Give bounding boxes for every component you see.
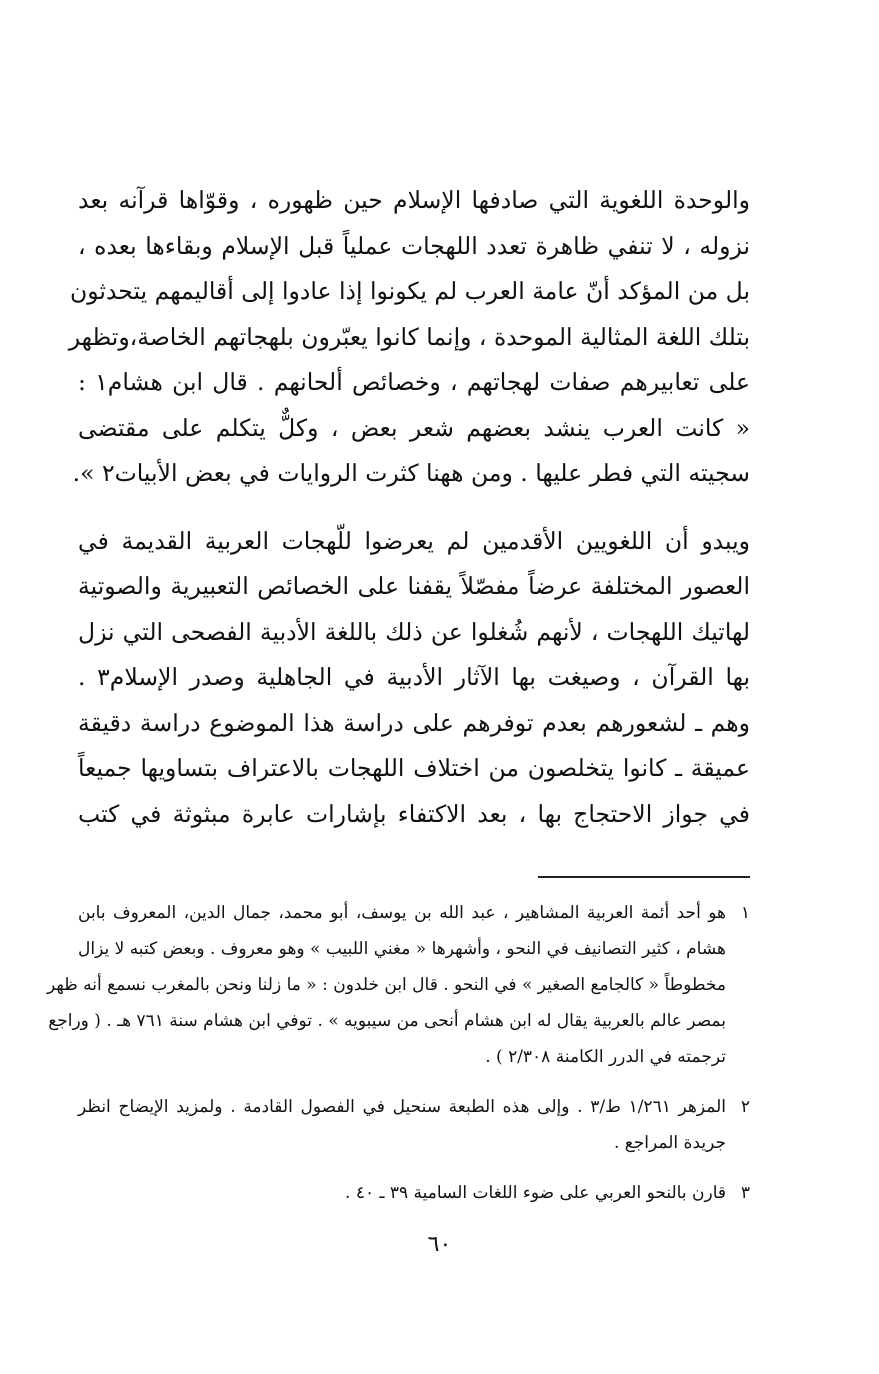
footnote-text: [78, 1089, 726, 1161]
footnote-text: [78, 1175, 726, 1211]
footnote-line: هشام ، كثير التصانيف في النحو ، وأشهرها « مغني اللبيب » وهو معروف . وبعض كتبه لا يزال: [78, 939, 726, 959]
text-line: على تعابيرهم صفات لهجاتهم ، وخصائص ألحانهم . قال ابن هشام١ :: [78, 368, 750, 396]
page-number: ٦٠: [427, 1232, 452, 1257]
footnote-number: ٢: [740, 1097, 750, 1117]
footnote-line: مخطوطاً « كالجامع الصغير » في النحو . قال ابن خلدون : « ما زلنا ونحن بالمغرب نسمع أنه ظهر: [47, 975, 726, 995]
footnote-number: ٣: [740, 1183, 750, 1203]
footnote-line: قارن بالنحو العربي على ضوء اللغات السامية ٣٩ ـ ٤٠ .: [345, 1183, 726, 1203]
text-line: وهم ـ لشعورهم بعدم توفرهم على دراسة هذا الموضوع دراسة دقيقة: [78, 708, 750, 737]
text-line: نزوله ، لا تنفي ظاهرة تعدد اللهجات عملياً قبل الإسلام وبقاءها بعده ،: [78, 231, 750, 260]
text-line: ويبدو أن اللغويين الأقدمين لم يعرضوا للّهجات العربية القديمة في: [78, 526, 750, 555]
text-line: سجيته التي فطر عليها . ومن ههنا كثرت الروايات في بعض الأبيات٢ ».: [72, 459, 750, 487]
text-line: لهاتيك اللهجات ، لأنهم شُغلوا عن ذلك باللغة الأدبية الفصحى التي نزل: [78, 617, 750, 646]
footnote-line: بمصر عالم بالعربية يقال له ابن هشام أنحى من سيبويه » . توفي ابن هشام سنة ٧٦١ هـ . ( وراجع: [48, 1011, 726, 1031]
footnote: [78, 1089, 750, 1161]
footnote-number: ١: [740, 903, 750, 923]
paragraph: [78, 519, 750, 838]
text-line: في جواز الاحتجاج بها ، بعد الاكتفاء بإشارات عابرة مبثوثة في كتب: [78, 799, 750, 828]
text-line: والوحدة اللغوية التي صادفها الإسلام حين ظهوره ، وقوّاها قرآنه بعد: [78, 186, 750, 214]
text-line: بها القرآن ، وصيغت بها الآثار الأدبية في الجاهلية وصدر الإسلام٣ .: [78, 663, 750, 691]
text-line: « كانت العرب ينشد بعضهم شعر بعض ، وكلٌّ يتكلم على مقتضى: [78, 413, 750, 442]
footnotes: [47, 895, 750, 1225]
footnote-separator: [538, 876, 750, 878]
main-text: [68, 178, 750, 837]
footnote-line: المزهر ١/٢٦١ ط/٣ . وإلى هذه الطبعة سنحيل في الفصول القادمة . ولمزيد الإيضاح انظر: [78, 1097, 727, 1117]
footnote-line: جريدة المراجع .: [613, 1133, 726, 1153]
footnote-line: هو أحد أئمة العربية المشاهير ، عبد الله بن يوسف، أبو محمد، جمال الدين، المعروف بابن: [78, 903, 726, 923]
footnote: [47, 895, 750, 1075]
paragraph: [68, 178, 750, 497]
paragraph-gap: [78, 497, 750, 519]
text-line: عميقة ـ كانوا يتخلصون من اختلاف اللهجات بالاعتراف بتساويها جميعاً: [78, 754, 750, 782]
text-line: العصور المختلفة عرضاً مفصّلاً يقفنا على الخصائص التعبيرية والصوتية: [78, 572, 750, 600]
footnote-text: [47, 895, 726, 1075]
footnote-line: ترجمته في الدرر الكامنة ٢/٣٠٨ ) .: [485, 1047, 726, 1067]
text-line: بتلك اللغة المثالية الموحدة ، وإنما كانوا يعبّرون بلهجاتهم الخاصة،وتظهر: [68, 322, 750, 351]
text-line: بل من المؤكد أنّ عامة العرب لم يكونوا إذا عادوا إلى أقاليمهم يتحدثون: [70, 277, 750, 305]
footnote: [78, 1175, 750, 1211]
